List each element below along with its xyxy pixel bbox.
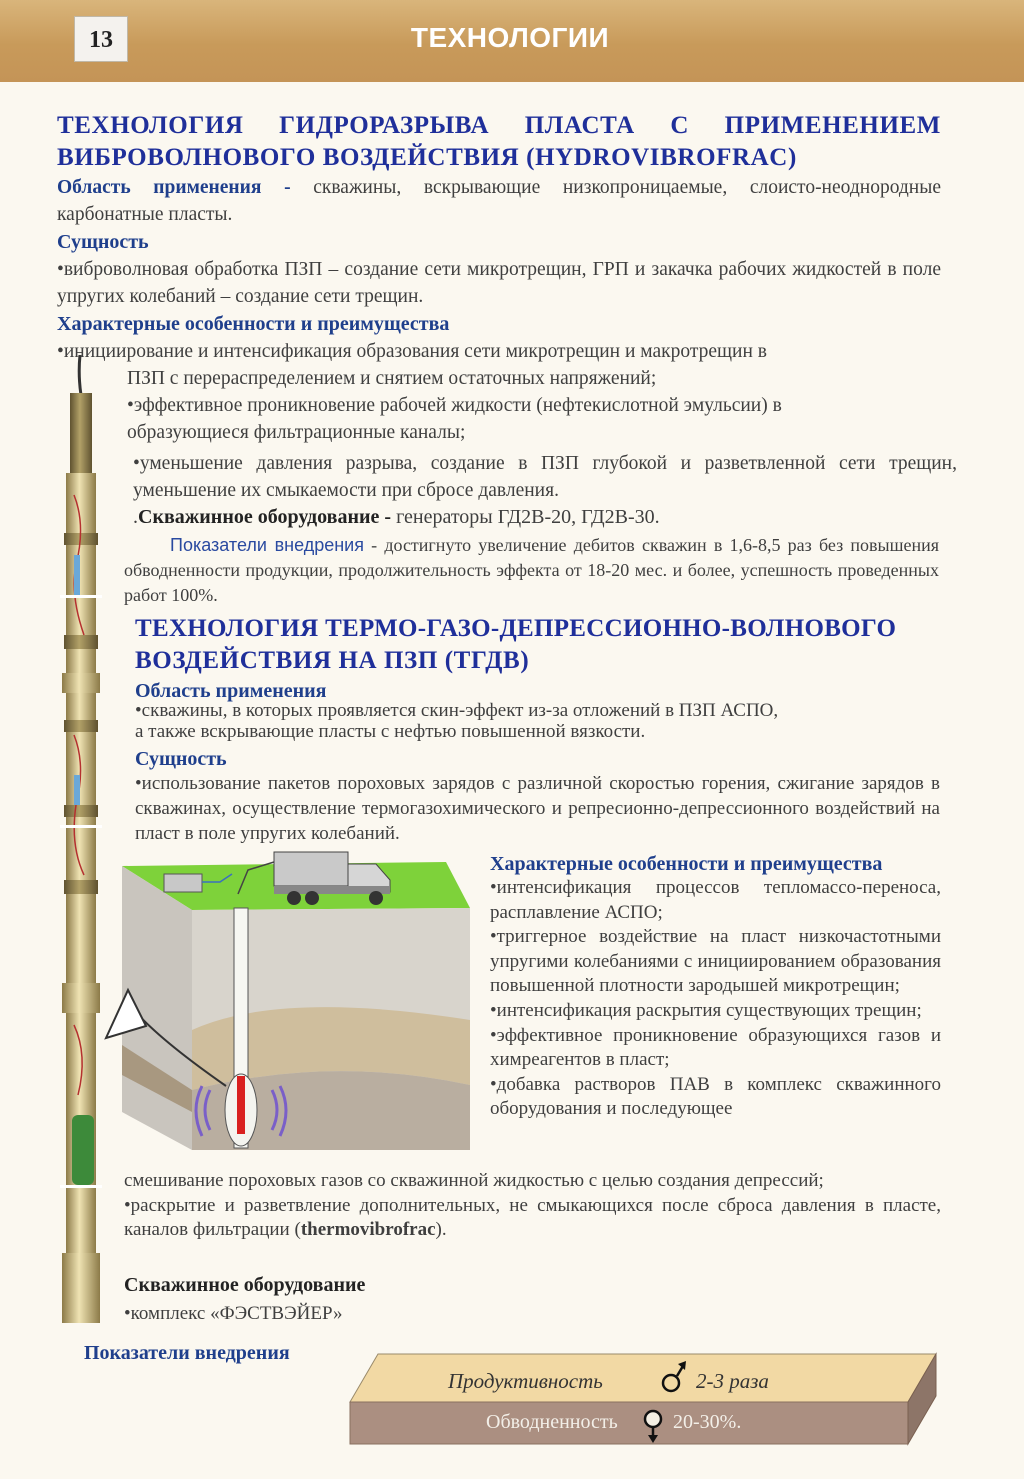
- tech2-feature-5-start: •добавка растворов ПАВ в комплекс скважинного оборудования и последующее: [490, 1073, 941, 1120]
- tech2-title: ТЕХНОЛОГИЯ ТЕРМО-ГАЗО-ДЕПРЕССИОННО-ВОЛНОВОГО ВОЗДЕЙСТВИЯ НА ПЗП (ТГДВ): [135, 615, 897, 674]
- section-title: ТЕХНОЛОГИИ: [410, 22, 610, 53]
- tech2-equipment-label: Скважинное оборудование: [124, 1274, 366, 1296]
- well-treatment-diagram: [100, 850, 480, 1160]
- tech1-scope-text: скважины, вскрывающие низкопроницаемые, слоисто-неоднородные карбонатные пласты.: [57, 177, 941, 225]
- tech2-feature-1: •интенсификация процессов тепломассо-переноса, расплавление АСПО;: [490, 877, 941, 923]
- watercut-label: Обводненность: [486, 1411, 618, 1433]
- watercut-value: 20-30%.: [673, 1411, 742, 1433]
- results-slab: [348, 1350, 940, 1450]
- tech1-scope: Область применения - скважины, вскрывающие низкопроницаемые, слоисто-неоднородные карбонатные пласты.: [57, 177, 941, 225]
- tech2-feature-4: •эффективное проникновение образующихся газов и химреагентов в пласт;: [490, 1024, 941, 1071]
- page-header: [0, 0, 1024, 82]
- tech1-results-label: Показатели внедрения: [170, 535, 364, 555]
- tech1-equipment-label: Скважинное оборудование -: [138, 506, 397, 528]
- tech1-title: ТЕХНОЛОГИЯ ГИДРОРАЗРЫВА ПЛАСТА С ПРИМЕНЕНИЕМ ВИБРОВОЛНОВОГО ВОЗДЕЙСТВИЯ (HYDROVIBROFRAC): [57, 112, 941, 171]
- tech2-scope-label: Область применения: [135, 680, 327, 702]
- tech1-scope-label: Область применения: [57, 177, 262, 198]
- tech1-essence-text: •вибровoлновая обработка ПЗП – создание сети микротрещин, ГРП и закачка рабочих жидкостей в поле упругих колебаний – создание сети трещин.: [57, 259, 941, 307]
- tech1-features-label: Характерные особенности и преимущества: [57, 313, 450, 335]
- tech2-features-label: Характерные особенности и преимущества: [490, 853, 883, 875]
- tech2-equipment-text: •комплекс «ФЭСТВЭЙЕР»: [124, 1303, 343, 1324]
- downhole-tool-illustration: [50, 355, 112, 1325]
- page-number: 13: [74, 16, 128, 62]
- tech2-features-list: [490, 876, 941, 1122]
- tech1-feature-3: •уменьшение давления разрыва, создание в ПЗП глубокой и разветвленной сети трещин, уменьшение их смыкаемости при сбросе давления.: [133, 453, 957, 501]
- tech2-essence-label: Сущность: [135, 748, 227, 770]
- tech2-feature-3: •интенсификация раскрытия существующих трещин;: [490, 999, 922, 1021]
- tech2-results-label: Показатели внедрения: [84, 1342, 290, 1364]
- tech1-results: Показатели внедрения - достигнуто увеличение дебитов скважин в 1,6-8,5 раз без повышения обводненности продукции, продолжительность эффекта от 18-20 мес. и более, успешность проведенных работ 100%.: [124, 535, 939, 605]
- productivity-value: 2-3 раза: [696, 1369, 769, 1393]
- tech2-scope-text: •скважины, в которых проявляется скин-эффект из-за отложений в ПЗП АСПО, а также вскрывающие пласты с нефтью повышенной вязкости.: [135, 700, 779, 742]
- tech1-essence-label: Сущность: [57, 231, 149, 253]
- tech2-features-cont: [124, 1169, 941, 1243]
- productivity-label: Продуктивность: [448, 1369, 603, 1393]
- tech1-feature-2: •эффективное проникновение рабочей жидкости (нефтекислотной эмульсии) в образующиеся фильтрационные каналы;: [127, 395, 782, 443]
- tech2-feature-2: •триггерное воздействие на пласт низкочастотными упругими колебаниями с инициированием образования повышенной плотности зародышей микротрещин;: [490, 926, 941, 997]
- tech2-feature-5-end: смешивание пороховых газов со скважинной жидкостью с целью создания депрессий;: [124, 1170, 824, 1191]
- tech2-essence-text: •использование пакетов пороховых зарядов с различной скоростью горения, сжигание зарядов в скважинах, осуществление термогазохимического и репресионно-депрессионного воздействий на пласт в поле упругих колебаний.: [135, 773, 940, 844]
- tech1-equipment: .Скважинное оборудование - генераторы ГД2В-20, ГД2В-30.: [133, 506, 660, 528]
- tech2-feature-6: •раскрытие и разветвление дополнительных, не смыкающихся после сброса давления в пласте, каналов фильтрации (thermovibrofrac).: [124, 1194, 941, 1241]
- tech1-feature-1: •инициирование и интенсификация образования сети микротрещин и макротрещин в ПЗП с перераспределением и снятием остаточных напряжений;: [57, 341, 768, 389]
